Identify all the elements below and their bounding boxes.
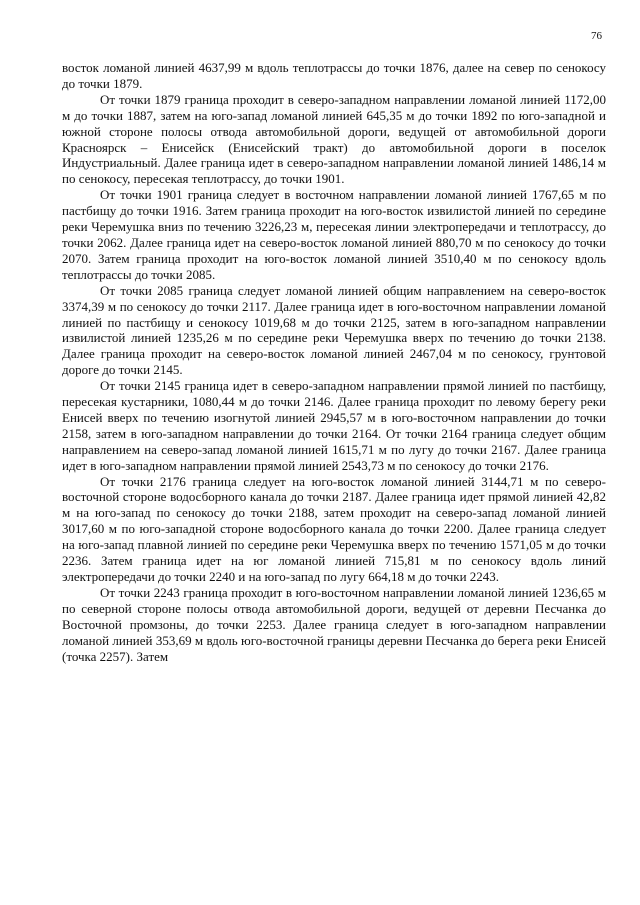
paragraph-5: От точки 2145 граница идет в северо-западном направлении прямой линией по пастбищу, пересекая кустарники, 1080,44 м до точки 2146. Далее граница проходит по левому берегу реки Енисей вверх по течению изогнутой линией 2945,57 м в юго-восточном направлении до точки 2158, затем в юго-западном направлении до точки 2164. От точки 2164 граница следует общим направлением на северо-запад ломаной линией 1615,71 м по лугу до точки 2167. Далее граница идет в юго-западном направлении прямой линией 2543,73 м по сенокосу до точки 2176. xyxy=(62,378,606,473)
paragraph-2: От точки 1879 граница проходит в северо-западном направлении ломаной линией 1172,00 м до точки 1887, затем на юго-запад ломаной линией 645,35 м до точки 1892 по юго-западной и южной стороне полосы отвода автомобильной дороги, ведущей от автомобильной дороги Красноярск – Енисейск (Енисейский тракт) до автомобильной дороги в поселок Индустриальный. Далее граница идет в северо-западном направлении ломаной линией 1486,14 м по сенокосу, пересекая теплотрассу, до точки 1901. xyxy=(62,91,606,187)
paragraph-6: От точки 2176 граница следует на юго-восток ломаной линией 3144,71 м по северо-восточной стороне водосборного канала до точки 2187. Далее граница идет прямой линией 42,82 м на юго-запад по сенокосу до точки 2188, затем проходит на северо-запад ломаной линией 3017,60 м по юго-западной стороне водосборного канала до точки 2200. Далее граница следует на юго-запад плавной линией по середине реки Черемушка вверх по течению 1571,05 м до точки 2236. Затем граница идет на юг ломаной линией 715,81 м по сенокосу вдоль линий электропередачи до точки 2240 и на юго-запад по лугу 664,18 м до точки 2243. xyxy=(62,473,606,584)
document-body xyxy=(62,60,606,664)
paragraph-4: От точки 2085 граница следует ломаной линией общим направлением на северо-восток 3374,39 м по сенокосу до точки 2117. Далее граница идет в юго-восточном направлении ломаной линией по пастбищу и сенокосу 1019,68 м до точки 2125, затем в юго-западном направлении извилистой линией 1235,26 м по середине реки Черемушка вверх по течению до точки 2138. Далее граница проходит на северо-восток ломаной линией 2467,04 м по сенокосу, грунтовой дороге до точки 2145. xyxy=(62,282,606,378)
page-number: 76 xyxy=(591,30,602,42)
paragraph-3: От точки 1901 граница следует в восточном направлении ломаной линией 1767,65 м по пастбищу до точки 1916. Затем граница проходит на юго-восток извилистой линией по середине реки Черемушка вниз по течению 3226,23 м, пересекая линии электропередачи и теплотрассу, до точки 2062. Далее граница идет на северо-восток ломаной линией 880,70 м по сенокосу до точки 2070. Затем граница проходит на юго-восток ломаной линией 3510,40 м по сенокосу вдоль теплотрассы до точки 2085. xyxy=(62,187,606,282)
paragraph-7: От точки 2243 граница проходит в юго-восточном направлении ломаной линией 1236,65 м по северной стороне полосы отвода автомобильной дороги, ведущей от деревни Песчанка до Восточной промзоны, до точки 2253. Далее граница следует в юго-западном направлении ломаной линией 353,69 м вдоль юго-восточной границы деревни Песчанка до берега реки Енисей (точка 2257). Затем xyxy=(62,584,606,664)
paragraph-1: восток ломаной линией 4637,99 м вдоль теплотрассы до точки 1876, далее на север по сенокосу до точки 1879. xyxy=(62,60,606,91)
